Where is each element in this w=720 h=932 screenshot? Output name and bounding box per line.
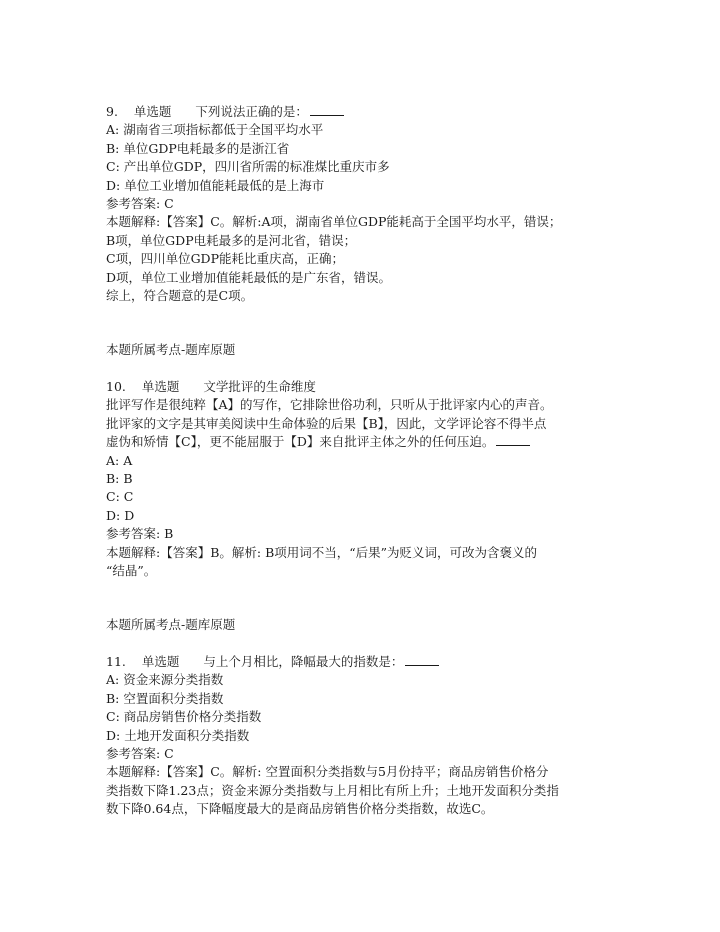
option-a: A: A <box>106 452 133 468</box>
answer-blank <box>310 103 344 116</box>
explanation-line: 数下降0.64点，下降幅度最大的是商品房销售价格分类指数，故选C。 <box>106 801 494 817</box>
passage-line: 批评家的文字是其审美阅读中生命体验的后果【B】，因此，文学评论容不得半点 <box>106 415 547 431</box>
question-stem: 与上个月相比，降幅最大的指数是： <box>203 654 404 669</box>
question-header <box>106 103 626 121</box>
option-b: B: B <box>106 471 133 487</box>
question-number: 11. <box>106 654 126 669</box>
reference-answer: 参考答案: C <box>106 746 174 762</box>
option-c: C: C <box>106 489 134 505</box>
question-11 <box>106 653 626 819</box>
answer-blank <box>496 433 530 446</box>
question-header <box>106 378 626 396</box>
option-b: B: 单位GDP电耗最多的是浙江省 <box>106 140 290 156</box>
explanation-line: B项，单位GDP电耗最多的是河北省，错误； <box>106 232 357 248</box>
explanation-line: 本题解释:【答案】B。解析: B项用词不当，“后果”为贬义词，可改为含褒义的 <box>106 544 538 560</box>
passage-text: 虚伪和矫情【C】，更不能屈服于【D】来自批评主体之外的任何压迫。 <box>106 434 495 450</box>
question-type: 单选题 <box>133 104 172 119</box>
question-10 <box>106 378 626 580</box>
option-a: A: 湖南省三项指标都低于全国平均水平 <box>106 122 324 138</box>
explanation-line: 本题解释:【答案】C。解析: 空置面积分类指数与5月份持平；商品房销售价格分 <box>106 764 549 780</box>
question-9 <box>106 103 626 305</box>
explanation-line: 类指数下降1.23点；资金来源分类指数与上月相比有所上升；土地开发面积分类指 <box>106 782 559 798</box>
option-d: D: 土地开发面积分类指数 <box>106 727 250 743</box>
passage-line <box>106 433 626 451</box>
question-number: 10. <box>106 379 126 394</box>
reference-answer: 参考答案: B <box>106 526 174 542</box>
question-type: 单选题 <box>141 379 180 394</box>
option-b: B: 空置面积分类指数 <box>106 690 224 706</box>
passage-line: 批评写作是很纯粹【A】的写作，它排除世俗功利，只听从于批评家内心的声音。 <box>106 397 553 413</box>
question-number: 9. <box>106 104 118 119</box>
reference-answer: 参考答案: C <box>106 196 174 212</box>
option-c: C: 产出单位GDP，四川省所需的标准煤比重庆市多 <box>106 159 390 175</box>
question-stem: 文学批评的生命维度 <box>203 379 316 394</box>
option-a: A: 资金来源分类指数 <box>106 672 224 688</box>
topic-label: 本题所属考点-题库原题 <box>106 342 236 357</box>
option-d: D: D <box>106 507 135 523</box>
explanation-line: “结晶”。 <box>106 563 157 579</box>
option-c: C: 商品房销售价格分类指数 <box>106 709 262 725</box>
question-type: 单选题 <box>141 654 180 669</box>
question-stem: 下列说法正确的是： <box>195 104 308 119</box>
topic-label: 本题所属考点-题库原题 <box>106 617 236 632</box>
answer-blank <box>405 653 439 666</box>
question-header <box>106 653 626 671</box>
explanation-line: 综上，符合题意的是C项。 <box>106 288 254 304</box>
option-d: D: 单位工业增加值能耗最低的是上海市 <box>106 177 325 193</box>
explanation-line: 本题解释:【答案】C。解析:A项，湖南省单位GDP能耗高于全国平均水平，错误； <box>106 214 562 230</box>
explanation-line: C项，四川单位GDP能耗比重庆高，正确； <box>106 251 344 267</box>
explanation-line: D项，单位工业增加值能耗最低的是广东省，错误。 <box>106 269 392 285</box>
